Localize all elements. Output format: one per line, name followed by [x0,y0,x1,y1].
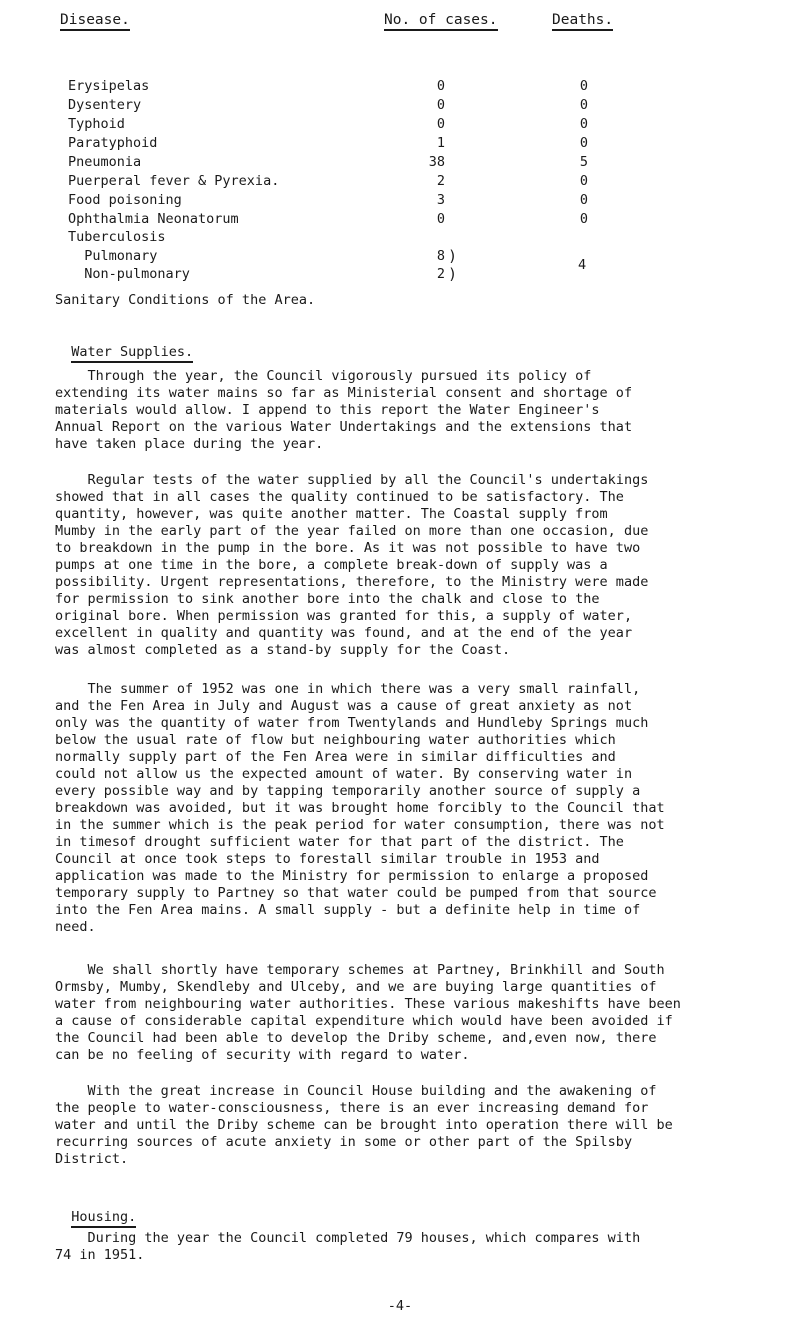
right-brace-icon: ) [448,247,458,265]
case-count: 38 [428,154,445,170]
table-row [0,97,800,114]
death-count: 0 [579,97,589,113]
text-line: Council at once took steps to forestall similar trouble in 1953 and [55,851,600,867]
sanitary-conditions-heading: Sanitary Conditions of the Area. [55,292,316,308]
text-line: the people to water-consciousness, there is an ever increasing demand for [55,1100,649,1116]
text-line: We shall shortly have temporary schemes at Partney, Brinkhill and South [55,962,665,978]
deaths-header-text: Deaths. [552,12,613,31]
disease-name: Puerperal fever & Pyrexia. [68,173,280,189]
death-count: 0 [579,78,589,94]
table-row [0,135,800,152]
table-row [0,192,800,209]
text-line: can be no feeling of security with regard to water. [55,1047,470,1063]
case-count: 0 [436,97,445,113]
text-line: application was made to the Ministry for permission to enlarge a proposed [55,868,649,884]
paragraph-water-tests [55,472,755,659]
tuberculosis-death-count: 4 [578,257,587,273]
text-line: below the usual rate of flow but neighbouring water authorities which [55,732,616,748]
water-supplies-heading-text: Water Supplies. [71,344,193,363]
text-line: showed that in all cases the quality continued to be satisfactory. The [55,489,624,505]
table-row [0,154,800,171]
text-line: possibility. Urgent representations, therefore, to the Ministry were made [55,574,649,590]
disease-name: Pulmonary [68,248,158,264]
text-line: original bore. When permission was granted for this, a supply of water, [55,608,633,624]
table-row [0,229,800,246]
disease-name: Tuberculosis [68,229,166,245]
text-line: Annual Report on the various Water Undertakings and the extensions that [55,419,633,435]
text-line: could not allow us the expected amount of water. By conserving water in [55,766,633,782]
table-row [0,78,800,95]
table-row [0,211,800,228]
text-line: breakdown was avoided, but it was brought home forcibly to the Council that [55,800,665,816]
death-count: 0 [579,135,589,151]
disease-name: Typhoid [68,116,125,132]
text-line: materials would allow. I append to this report the Water Engineer's [55,402,600,418]
text-line: excellent in quality and quantity was found, and at the end of the year [55,625,633,641]
table-row [0,173,800,190]
text-line: temporary supply to Partney so that water could be pumped from that source [55,885,657,901]
text-line: 74 in 1951. [55,1247,145,1263]
text-line: to breakdown in the pump in the bore. As it was not possible to have two [55,540,641,556]
housing-heading-text: Housing. [71,1209,136,1228]
table-row [0,116,800,133]
disease-name: Ophthalmia Neonatorum [68,211,239,227]
text-line: With the great increase in Council House building and the awakening of [55,1083,657,1099]
deaths-column-header [552,12,613,29]
text-line: the Council had been able to develop the Driby scheme, and,even now, there [55,1030,657,1046]
text-line: only was the quantity of water from Twentylands and Hundleby Springs much [55,715,649,731]
text-line: normally supply part of the Fen Area were in similar difficulties and [55,749,616,765]
disease-name: Pneumonia [68,154,142,170]
text-line: recurring sources of acute anxiety in some or other part of the Spilsby [55,1134,633,1150]
case-count: 0 [436,211,445,227]
case-count: 8 [436,248,445,264]
disease-name: Dysentery [68,97,142,113]
case-count: 1 [436,135,445,151]
text-line: for permission to sink another bore into the chalk and close to the [55,591,600,607]
disease-name: Paratyphoid [68,135,158,151]
disease-header-text: Disease. [60,12,130,31]
disease-name: Food poisoning [68,192,182,208]
case-count: 0 [436,116,445,132]
text-line: every possible way and by tapping temporarily another source of supply a [55,783,641,799]
table-row [0,248,800,265]
text-line: During the year the Council completed 79 houses, which compares with [55,1230,641,1246]
right-brace-icon: ) [448,265,458,283]
text-line: water from neighbouring water authorities. These various makeshifts have been [55,996,681,1012]
text-line: a cause of considerable capital expenditure which would have been avoided if [55,1013,673,1029]
case-count: 2 [436,266,445,282]
paragraph-temporary-schemes [55,962,755,1064]
page-number: -4- [387,1298,413,1314]
cases-column-header [384,12,498,29]
disease-name: Erysipelas [68,78,150,94]
text-line: in timesof drought sufficient water for that part of the district. The [55,834,624,850]
paragraph-council-housing-demand [55,1083,755,1168]
text-line: Ormsby, Mumby, Skendleby and Ulceby, and we are buying large quantities of [55,979,657,995]
text-line: water and until the Driby scheme can be brought into operation there will be [55,1117,673,1133]
text-line: was almost completed as a stand-by supply for the Coast. [55,642,511,658]
paragraph-summer-drought [55,681,755,936]
death-count: 5 [579,154,589,170]
death-count: 0 [579,192,589,208]
text-line: Mumby in the early part of the year failed on more than one occasion, due [55,523,649,539]
text-line: quantity, however, was quite another matter. The Coastal supply from [55,506,608,522]
disease-column-header [60,12,130,29]
water-supplies-heading [55,327,193,361]
case-count: 0 [436,78,445,94]
paragraph-housing [55,1230,755,1264]
text-line: The summer of 1952 was one in which there was a very small rainfall, [55,681,641,697]
text-line: into the Fen Area mains. A small supply - but a definite help in time of [55,902,641,918]
text-line: in the summer which is the peak period for water consumption, there was not [55,817,665,833]
case-count: 2 [436,173,445,189]
paragraph-water-policy [55,368,755,453]
text-line: have taken place during the year. [55,436,324,452]
death-count: 0 [579,116,589,132]
text-line: Regular tests of the water supplied by all the Council's undertakings [55,472,649,488]
death-count: 0 [579,173,589,189]
text-line: pumps at one time in the bore, a complete break-down of supply was a [55,557,608,573]
text-line: extending its water mains so far as Ministerial consent and shortage of [55,385,633,401]
housing-heading [55,1192,136,1226]
case-count: 3 [436,192,445,208]
disease-name: Non-pulmonary [68,266,190,282]
text-line: Through the year, the Council vigorously pursued its policy of [55,368,592,384]
text-line: District. [55,1151,129,1167]
cases-header-text: No. of cases. [384,12,498,31]
table-row [0,266,800,283]
text-line: and the Fen Area in July and August was a cause of great anxiety as not [55,698,633,714]
death-count: 0 [579,211,589,227]
text-line: need. [55,919,96,935]
